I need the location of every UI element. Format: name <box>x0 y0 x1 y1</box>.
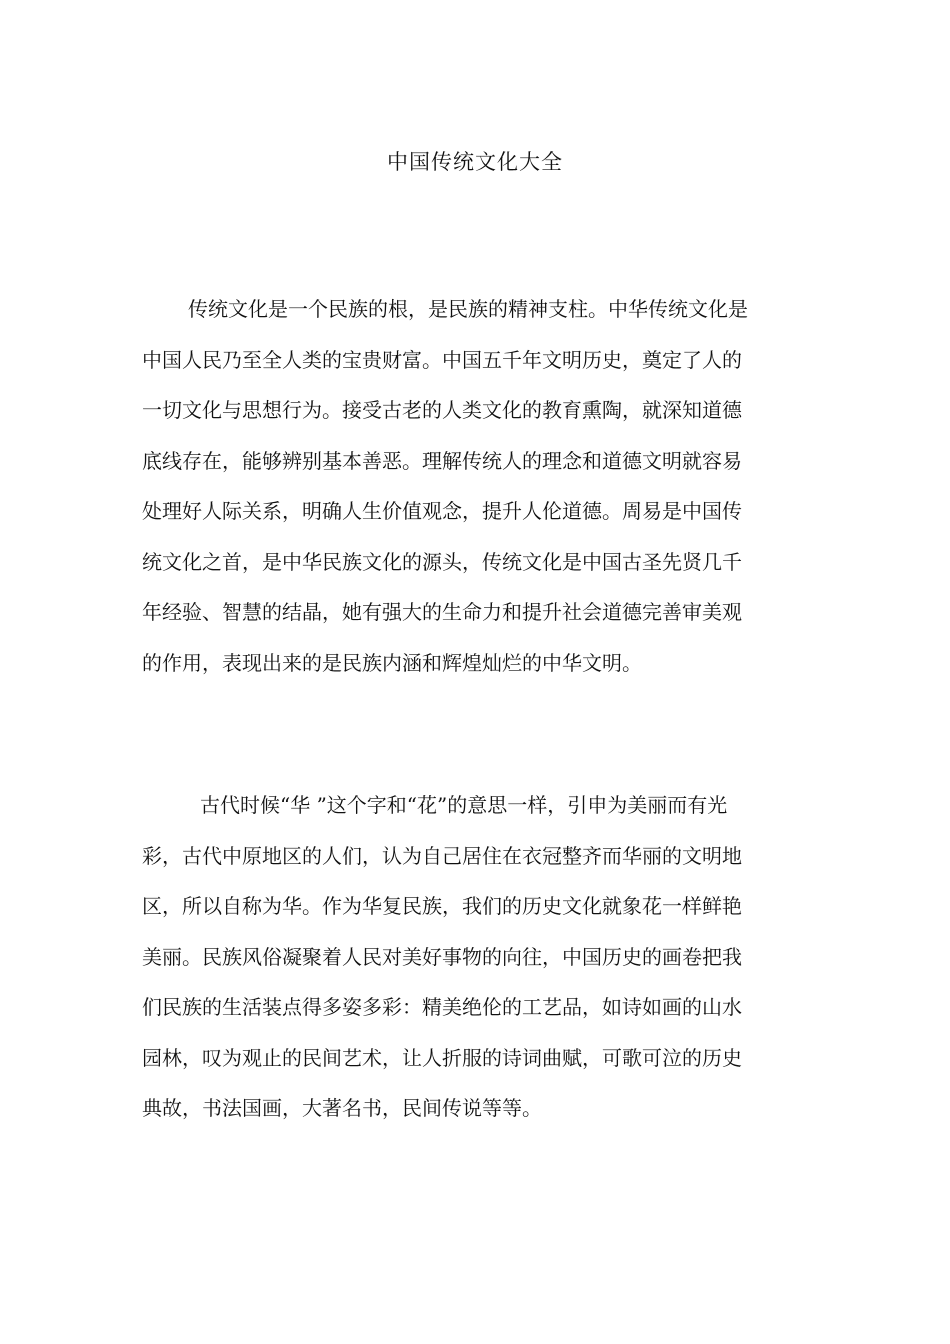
paragraph-line: 彩，古代中原地区的人们，认为自己居住在衣冠整齐而华丽的文明地 <box>142 843 742 868</box>
paragraph-line: 典故，书法国画，大著名书，民间传说等等。 <box>142 1096 542 1120</box>
paragraph-line: 处理好人际关系，明确人生价值观念，提升人伦道德。周易是中国传 <box>142 499 742 523</box>
paragraph-2 <box>142 780 808 1134</box>
paragraph-line: 园林，叹为观止的民间艺术，让人折服的诗词曲赋，可歌可泣的历史 <box>142 1045 742 1070</box>
paragraph-1 <box>142 284 808 688</box>
paragraph-line: 区，所以自称为华。作为华复民族，我们的历史文化就象花一样鲜艳 <box>142 894 742 918</box>
paragraph-line: 年经验、智慧的结晶，她有强大的生命力和提升社会道德完善审美观 <box>142 600 742 624</box>
paragraph-line: 的作用，表现出来的是民族内涵和辉煌灿烂的中华文明。 <box>142 650 642 675</box>
paragraph-line: 古代时候“华 ”这个字和“花”的意思一样，引申为美丽而有光 <box>200 793 728 817</box>
paragraph-line: 传统文化是一个民族的根，是民族的精神支柱。中华传统文化是 <box>188 297 748 321</box>
paragraph-line: 统文化之首，是中华民族文化的源头，传统文化是中国古圣先贤几千 <box>142 549 742 574</box>
paragraph-line: 美丽。民族风俗凝聚着人民对美好事物的向往，中国历史的画卷把我 <box>142 944 742 969</box>
paragraph-line: 底线存在，能够辨别基本善恶。理解传统人的理念和道德文明就容易 <box>142 448 742 473</box>
paragraph-line: 们民族的生活装点得多姿多彩：精美绝伦的工艺品，如诗如画的山水 <box>142 995 742 1019</box>
paragraph-line: 中国人民乃至全人类的宝贵财富。中国五千年文明历史，奠定了人的 <box>142 347 742 372</box>
paragraph-line: 一切文化与思想行为。接受古老的人类文化的教育熏陶，就深知道德 <box>142 398 742 422</box>
document-title: 中国传统文化大全 <box>387 150 563 174</box>
